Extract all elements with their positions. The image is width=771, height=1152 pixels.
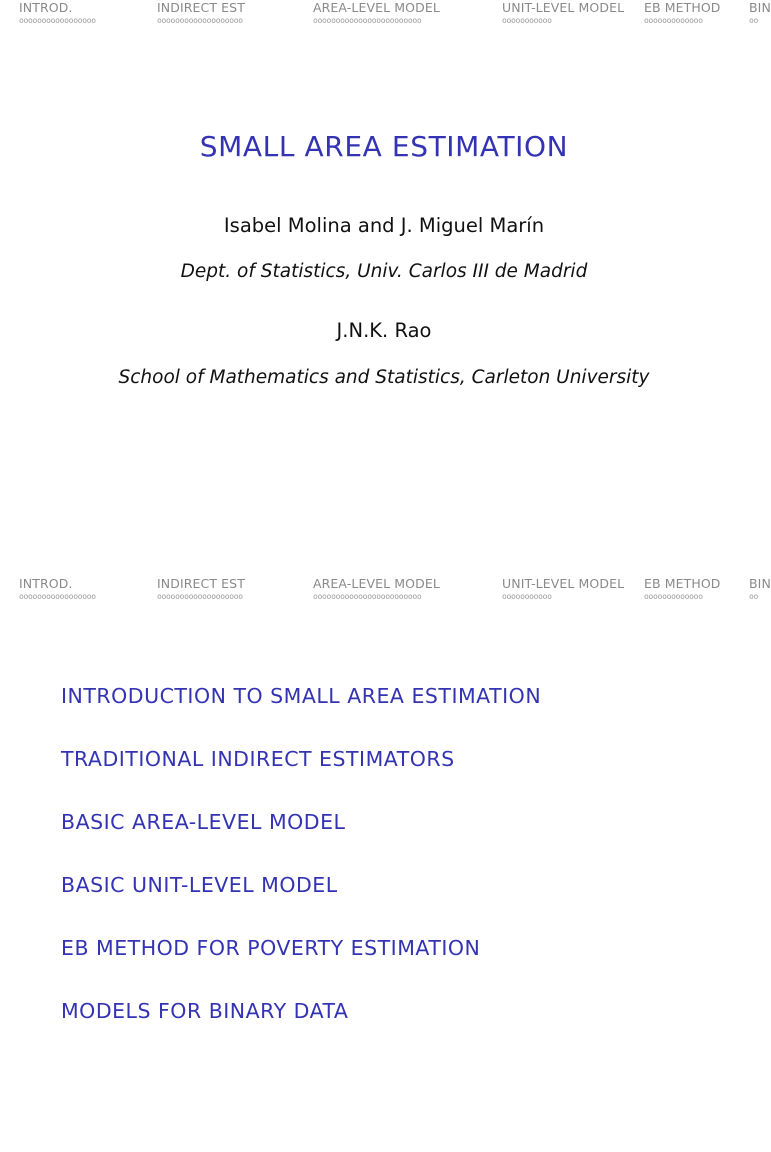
nav-slide-dots[interactable]: oo	[749, 592, 759, 601]
nav-slide-dots[interactable]: oooooooooooooooooooooooo	[313, 16, 422, 25]
nav-slide-dots[interactable]: ooooooooooooo	[644, 592, 703, 601]
outline-list	[61, 684, 541, 1062]
nav-slide-dots[interactable]: ooooooooooo	[502, 592, 552, 601]
nav-section-unit-level-model[interactable]	[502, 0, 624, 26]
outline-item-unit-level-model[interactable]: BASIC UNIT-LEVEL MODEL	[61, 873, 338, 897]
nav-slide-dots[interactable]: ooooooooooooooooooo	[157, 592, 243, 601]
presentation-title: SMALL AREA ESTIMATION	[199, 130, 569, 163]
nav-section-label: INTROD.	[19, 0, 73, 15]
nav-section-area-level-model[interactable]	[313, 576, 440, 602]
nav-slide-dots[interactable]: ooooooooooo	[502, 16, 552, 25]
section-navbar	[0, 576, 771, 606]
nav-section-indirect-est[interactable]	[157, 0, 245, 26]
nav-section-binary[interactable]	[749, 0, 771, 26]
section-navbar	[0, 0, 771, 30]
outline-item-eb-method[interactable]: EB METHOD FOR POVERTY ESTIMATION	[61, 936, 481, 960]
nav-section-label: AREA-LEVEL MODEL	[313, 0, 440, 15]
nav-section-introduction[interactable]	[19, 0, 96, 26]
nav-section-label: INDIRECT EST	[157, 576, 245, 591]
author-names-1: Isabel Molina and J. Miguel Marín	[223, 214, 545, 237]
nav-section-label: EB METHOD	[644, 576, 721, 591]
outline-item-introduction[interactable]: INTRODUCTION TO SMALL AREA ESTIMATION	[61, 684, 542, 708]
outline-item-indirect-estimators[interactable]: TRADITIONAL INDIRECT ESTIMATORS	[61, 747, 455, 771]
outline-item-binary-models[interactable]: MODELS FOR BINARY DATA	[61, 999, 349, 1023]
nav-section-label: UNIT-LEVEL MODEL	[502, 576, 625, 591]
nav-section-eb-method[interactable]	[644, 576, 721, 602]
nav-section-label: INDIRECT EST	[157, 0, 245, 15]
nav-slide-dots[interactable]: ooooooooooooooooooo	[157, 16, 243, 25]
nav-section-label: AREA-LEVEL MODEL	[313, 576, 440, 591]
nav-section-label: BIN	[749, 0, 771, 15]
nav-section-area-level-model[interactable]	[313, 0, 440, 26]
nav-section-introduction[interactable]	[19, 576, 96, 602]
nav-section-binary[interactable]	[749, 576, 771, 602]
nav-section-eb-method[interactable]	[644, 0, 721, 26]
nav-slide-dots[interactable]: ooooooooooooooooo	[19, 16, 96, 25]
nav-section-label: EB METHOD	[644, 0, 721, 15]
nav-section-unit-level-model[interactable]	[502, 576, 624, 602]
nav-section-label: UNIT-LEVEL MODEL	[502, 0, 625, 15]
nav-slide-dots[interactable]: ooooooooooooo	[644, 16, 703, 25]
nav-section-indirect-est[interactable]	[157, 576, 245, 602]
author-institution-1: Dept. of Statistics, Univ. Carlos III de Madrid	[180, 261, 588, 282]
nav-section-label: BIN	[749, 576, 771, 591]
author-names-2: J.N.K. Rao	[336, 319, 432, 342]
outline-item-area-level-model[interactable]: BASIC AREA-LEVEL MODEL	[61, 810, 346, 834]
nav-section-label: INTROD.	[19, 576, 73, 591]
author-institution-2: School of Mathematics and Statistics, Carleton University	[118, 367, 650, 388]
nav-slide-dots[interactable]: ooooooooooooooooo	[19, 592, 96, 601]
nav-slide-dots[interactable]: oo	[749, 16, 759, 25]
nav-slide-dots[interactable]: oooooooooooooooooooooooo	[313, 592, 422, 601]
outline-slide	[0, 576, 771, 1152]
